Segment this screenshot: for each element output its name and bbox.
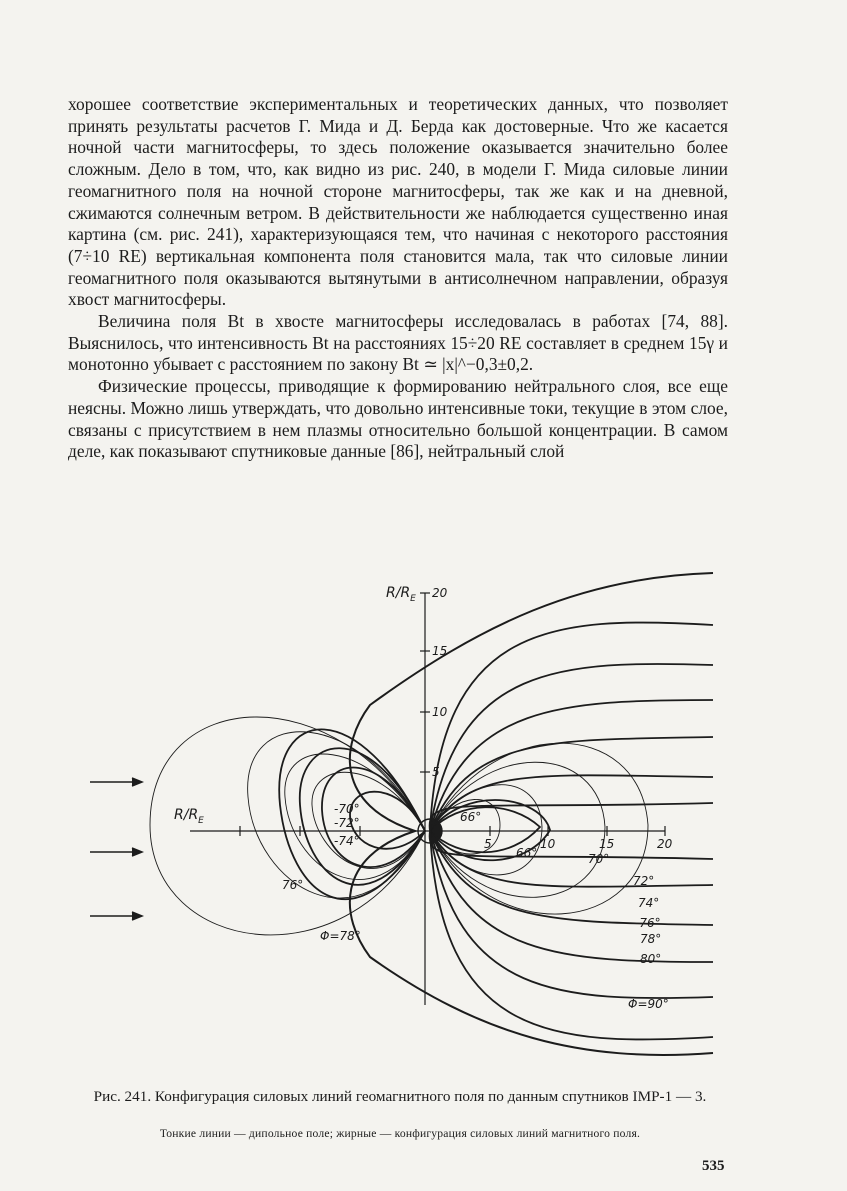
label-78-right: 78° [640,932,662,946]
label-70: -70° [334,802,360,816]
label-90: Φ=90° [628,997,669,1011]
label-74: -74° [334,834,360,848]
label-76: 76° [282,878,304,892]
magnetosphere-figure [80,565,730,1070]
x-tick-15: 15 [599,837,615,851]
x-tick-10: 10 [540,837,556,851]
x-tick-5: 5 [484,837,492,851]
figure-caption: Рис. 241. Конфигурация силовых линий геомагнитного поля по данным спутников IMP-1 — 3. [93,1088,707,1105]
label-76-right: -76° [635,916,661,930]
y-tick-5: 5 [432,765,440,779]
label-66-lower: 66° [516,846,538,860]
field-lines-diagram [80,565,730,1070]
paragraph-2: Величина поля Bt в хвосте магнитосферы исследовалась в работах [74, 88]. Выяснилось, что интенсивность Bt на расстояниях 15÷20 RE составляет в среднем 15γ и монотонно убывает с расстоянием по закону Bt ≃ |x|^−0,3±0,2. [68,311,728,375]
label-66-upper: 66° [460,810,482,824]
y-tick-15: 15 [432,644,448,658]
solar-wind-arrows [90,778,142,920]
magnetopause [350,573,713,1055]
figure-note: Тонкие линии — дипольное поле; жирные — конфигурация силовых линий магнитного поля. [159,1127,641,1140]
label-80-right: 80° [640,952,662,966]
y-axis-label: $R/R_E$ [386,585,416,604]
body-text [68,94,728,463]
y-tick-10: 10 [432,705,448,719]
paragraph-1: хорошее соответствие экспериментальных и теоретических данных, что позволяет принять результаты расчетов Г. Мида и Д. Берда как достоверные. Что же касается ночной части магнитосферы, то здесь положение оказывается значительно более сложным. Дело в том, что, как видно из рис. 240, в модели Г. Мида силовые линии геомагнитного поля на ночной стороне магнитосферы, так же как и на дневной, сжимаются солнечным ветром. В действительности же наблюдается существенно иная картина (см. рис. 241), характеризующаяся тем, что начиная с некоторого расстояния (7÷10 RE) вертикальная компонента поля становится мала, так что силовые линии геомагнитного поля оказываются вытянутыми в антисолнечном направлении, образуя хвост магнитосферы. [68,94,728,310]
label-74-right: 74° [638,896,660,910]
label-72-right: 72° [633,874,655,888]
y-tick-20: 20 [432,586,448,600]
label-72: -72° [334,816,360,830]
page-number: 535 [702,1158,725,1174]
x-axis-label: $R/R_E$ [174,807,204,826]
label-70-right: 70° [588,852,610,866]
paragraph-3: Физические процессы, приводящие к формированию нейтрального слоя, все еще неясны. Можно лишь утверждать, что довольно интенсивные токи, текущие в этом слое, связаны с присутствием в нем плазмы относительно большой концентрации. В самом деле, как показывают спутниковые данные [86], нейтральный слой [68,376,728,462]
x-tick-20: 20 [657,837,673,851]
label-78: Φ=78° [320,929,361,943]
